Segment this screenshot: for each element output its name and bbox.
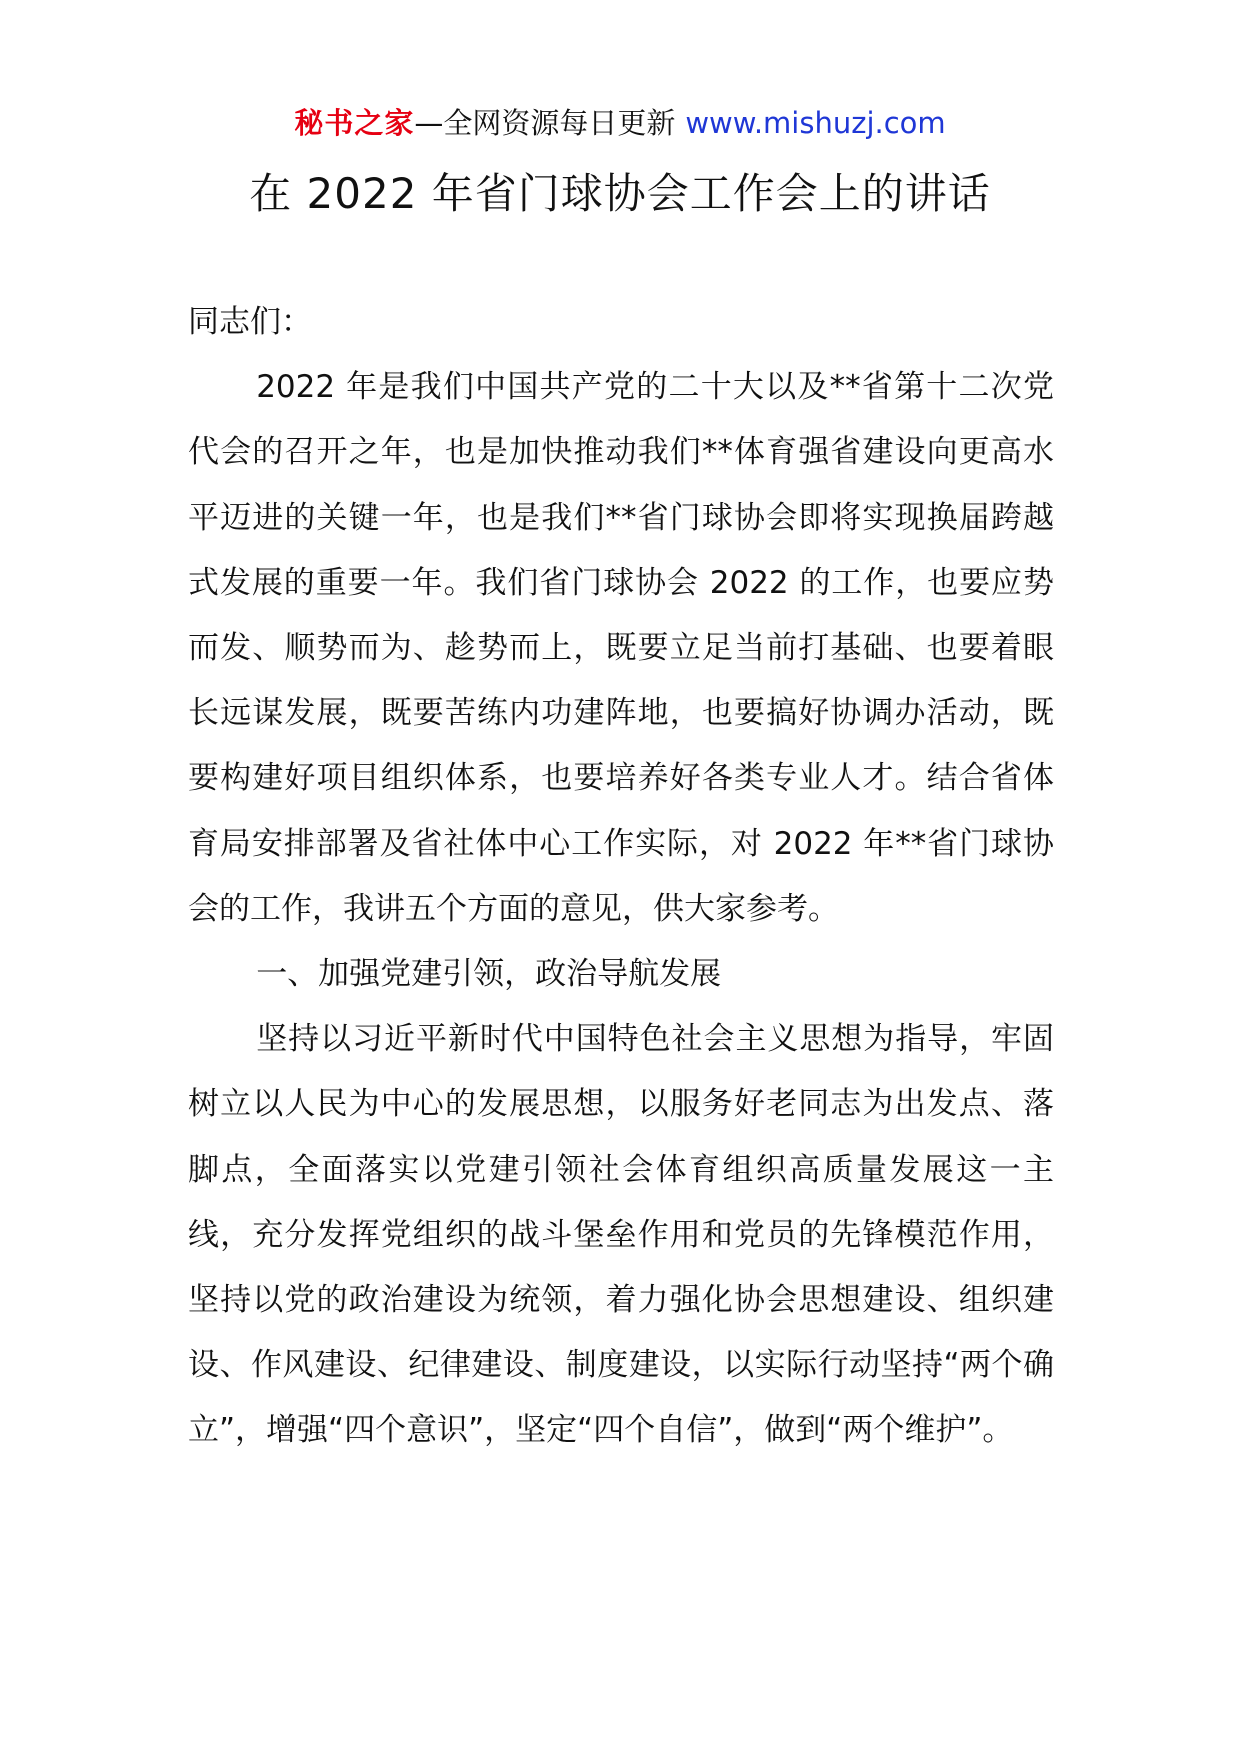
section-1-heading: 一、加强党建引领，政治导航发展 [256, 956, 722, 993]
salutation: 同志们： [188, 304, 312, 340]
site-brand-name: 秘书之家 [294, 106, 415, 140]
intro-paragraph: 2022 年是我们中国共产党的二十大以及**省第十二次党代会的召开之年，也是加快推动我们**体育强省建设向更高水平迈进的关键一年，也是我们**省门球协会即将实现换届跨越式发展的重要一年。我们省门球协会 2022 的工作，也要应势而发、顺势而为、趁势而上，既要立足当前打基础、也要着眼长远谋发展，既要苦练内功建阵地，也要搞好协调办活动，既要构建好项目组织体系，也要培养好各类专业人才。结合省体育局安排部署及省社体中心工作实际，对 2022 年**省门球协会的工作，我讲五个方面的意见，供大家参考。 [188, 369, 1054, 927]
document-title: 在 2022 年省门球协会工作会上的讲话 [249, 169, 991, 218]
document-body [188, 290, 1054, 1464]
site-slogan: —全网资源每日更新 [414, 106, 676, 140]
site-header-banner [0, 101, 1240, 145]
site-url-link[interactable]: www.mishuzj.com [685, 106, 946, 140]
section-1-paragraph: 坚持以习近平新时代中国特色社会主义思想为指导，牢固树立以人民为中心的发展思想，以服务好老同志为出发点、落脚点，全面落实以党建引领社会体育组织高质量发展这一主线，充分发挥党组织的战斗堡垒作用和党员的先锋模范作用，坚持以党的政治建设为统领，着力强化协会思想建设、组织建设、作风建设、纪律建设、制度建设，以实际行动坚持“两个确立”，增强“四个意识”，坚定“四个自信”，做到“两个维护”。 [188, 1021, 1054, 1449]
